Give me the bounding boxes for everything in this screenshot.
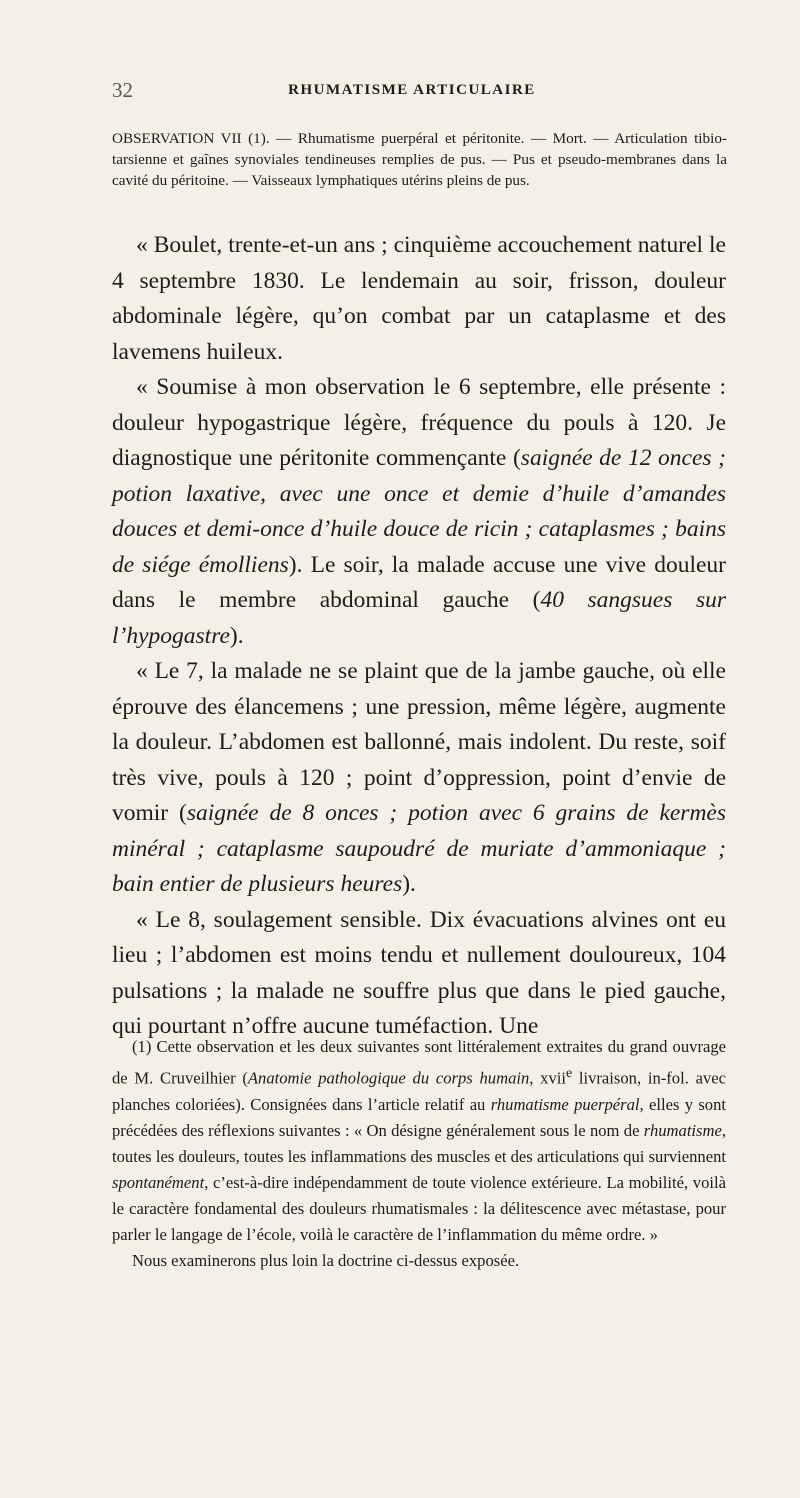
- paragraph-3-text-a: « Le 7, la malade ne se plaint que de la jambe gauche, où elle éprouve des élancemens ; une pression, même légère, augmente la douleur. L’abdomen est ballonné, mais indolent. Du reste, soif très vive, pouls à 120 ; point d’oppression, point d’envie de vomir (: [112, 658, 726, 826]
- observation-label: OBSERVATION VII (1).: [112, 130, 270, 147]
- paragraph-3: [112, 654, 726, 903]
- page-header: [112, 78, 712, 108]
- prescription-2: 40 sangsues sur l’hypogastre: [112, 587, 726, 649]
- footnote-text-d: , elles y sont précédées des réflexions suivantes : « On désigne généralement sous le nom de: [112, 1094, 727, 1140]
- footnote-superscript: e: [566, 1065, 573, 1080]
- paragraph-1: « Boulet, trente-et-un ans ; cinquième accouchement naturel le 4 septembre 1830. Le lendemain au soir, frisson, douleur abdominale légère, qu’on combat par un cataplasme et des lavemens huileux.: [112, 232, 726, 365]
- observation-heading: [112, 128, 727, 191]
- running-title: RHUMATISME ARTICULAIRE: [288, 82, 536, 98]
- footnote-text-f: , c’est-à-dire indépendamment de toute violence extérieure. La mobilité, voilà le caractère fondamental des douleurs rhumatismales : la délitescence avec métastase, pour parler le langage de l’école, voilà le caractère de l’inflammation du même ordre. »: [112, 1172, 726, 1244]
- paragraph-3-text-c: ).: [402, 871, 416, 897]
- footnote-book-title: Anatomie pathologique du corps humain: [247, 1068, 530, 1088]
- prescription-1: saignée de 12 onces ; potion laxative, avec une once et demie d’huile d’amandes douces et demi-once d’huile douce de ricin ; cataplasmes ; bains de siége émolliens: [112, 445, 726, 578]
- footnote-italic-3: rhumatisme: [643, 1120, 722, 1140]
- footnote-text-b: , xvii: [529, 1068, 566, 1088]
- footnote-text-c: livraison, in-fol. avec planches coloriées). Consignées dans l’article relatif au: [112, 1068, 726, 1114]
- footnote: [112, 1034, 726, 1274]
- observation-summary: — Rhumatisme puerpéral et péritonite. — Mort. — Articulation tibio-tarsienne et gaînes synoviales tendineuses remplies de pus. — Pus et pseudo-membranes dans la cavité du péritoine. — Vaisseaux lymphatiques utérins pleins de pus.: [112, 130, 727, 189]
- prescription-3: saignée de 8 onces ; potion avec 6 grains de kermès minéral ; cataplasme saupoudré de muriate d’ammoniaque ; bain entier de plusieurs heures: [112, 800, 726, 897]
- paragraph-4: « Le 8, soulagement sensible. Dix évacuations alvines ont eu lieu ; l’abdomen est moins tendu et nullement douloureux, 104 pulsations ; la malade ne souffre plus que dans le pied gauche, qui pourtant n’offre aucune tuméfaction. Une: [112, 906, 726, 1039]
- footnote-paragraph-2: Nous examinerons plus loin la doctrine ci-dessus exposée.: [132, 1250, 520, 1270]
- paragraph-2-text-b: ). Le soir, la malade accuse une vive douleur dans le membre abdominal gauche (: [112, 551, 727, 613]
- main-text: [112, 228, 726, 1045]
- footnote-paragraph-1: [112, 1034, 726, 1248]
- paragraph-2: [112, 370, 726, 654]
- footnote-italic-2: rhumatisme puerpéral: [490, 1094, 640, 1114]
- footnote-text-e: , toutes les douleurs, toutes les inflammations des muscles et des articulations qui surviennent: [112, 1120, 726, 1166]
- page-number: 32: [112, 78, 133, 102]
- footnote-text-a: (1) Cette observation et les deux suivantes sont littéralement extraites du grand ouvrage de M. Cruveilhier (: [112, 1037, 726, 1088]
- footnote-italic-4: spontanément: [112, 1172, 205, 1192]
- paragraph-2-text-c: ).: [229, 622, 244, 649]
- paragraph-2-text-a: « Soumise à mon observation le 6 septembre, elle présente : douleur hypogastrique légère, fréquence du pouls à 120. Je diagnostique une péritonite commençante (: [112, 374, 726, 471]
